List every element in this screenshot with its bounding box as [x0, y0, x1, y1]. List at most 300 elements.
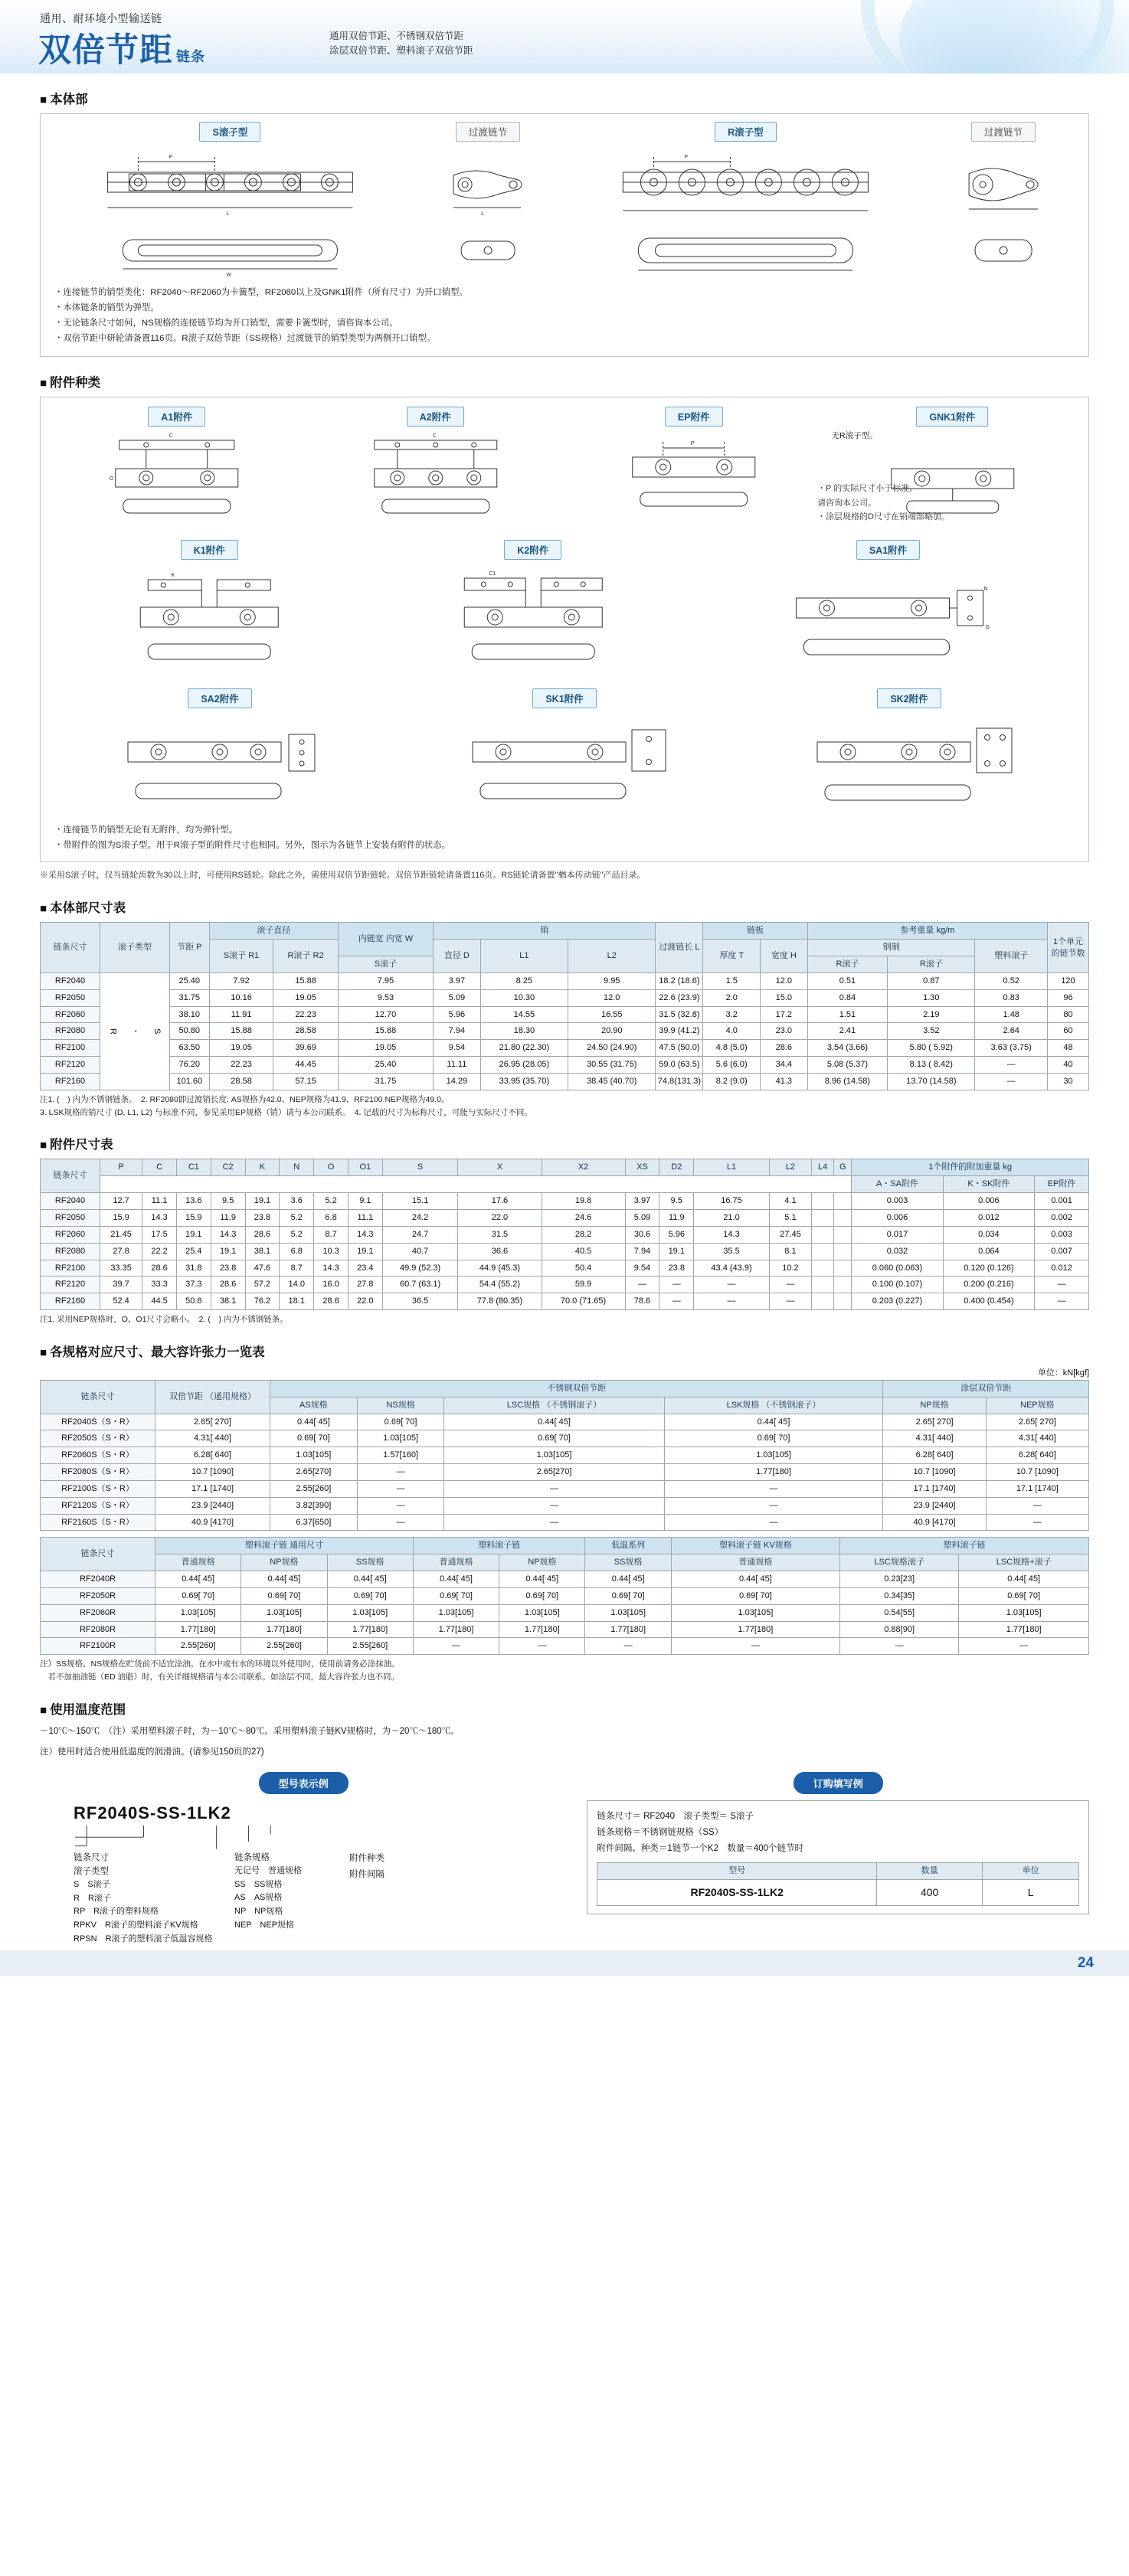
plastic-note-2: 若不加抽油链（ED 油脂）时，有关详细规格请与本公司联系。如涂层不同，最大容许张力也不同。 — [40, 1672, 400, 1682]
cell-as: 0.44[ 45] — [270, 1414, 358, 1430]
cell-r2: 22.23 — [273, 1006, 339, 1023]
cell-p3: — — [413, 1638, 499, 1655]
table-row — [41, 1057, 1089, 1074]
cell-v11: — — [625, 1277, 659, 1293]
tension-unit: 单位：kN[kgf] — [1037, 1368, 1089, 1378]
cell-ns: — — [357, 1480, 444, 1497]
cell-p8: 0.44[ 45] — [959, 1571, 1089, 1588]
th-pin-l1: L1 — [480, 940, 568, 973]
cell-v7: 22.0 — [348, 1293, 382, 1310]
table-row — [41, 973, 1089, 989]
cell-v12: — — [659, 1293, 694, 1310]
table-row — [41, 1638, 1089, 1655]
temperature-line-1: －10℃～150℃ （注）采用塑料滚子时，为－10℃～80℃。采用塑料滚子链KV规格时，为－20℃～180℃。 — [40, 1726, 460, 1736]
cell-v2: 25.4 — [176, 1243, 211, 1260]
th-attach-C2: C2 — [211, 1159, 245, 1176]
fig-label-sa2: SA2附件 — [188, 688, 251, 708]
th-attach-X2: X2 — [542, 1159, 625, 1176]
th-plate-t: 厚度 T — [703, 940, 761, 973]
temperature-line-2: 注）使用时适合使用低温度的润滑油。(请参见150页的27) — [40, 1747, 264, 1757]
cell-std: 10.7 [1090] — [155, 1464, 270, 1481]
cell-nep: 6.28[ 640] — [986, 1447, 1088, 1464]
table-row — [41, 1430, 1089, 1447]
cell-v2: 37.3 — [176, 1277, 211, 1293]
th-plastic-sub-7: LSC规格滚子 — [839, 1554, 958, 1571]
tension-table — [40, 1380, 1089, 1532]
cell-np: 2.65[ 270] — [883, 1414, 986, 1430]
cell-v5: 5.2 — [280, 1209, 314, 1226]
ep-note-1: ・P 的实际尺寸小于标准。 — [817, 483, 918, 493]
cell-p0: 1.03[105] — [155, 1604, 241, 1621]
banner-right-note-2: 涂层双倍节距、塑料滚子双倍节距 — [329, 45, 473, 57]
cell-v4: 57.2 — [245, 1277, 280, 1293]
cell-p2: 2.55[260] — [327, 1638, 413, 1655]
cell-r1: 10.16 — [209, 989, 273, 1006]
cell-v6: 8.7 — [314, 1226, 349, 1243]
th-tension-lsc: LSC规格 （不锈钢滚子） — [444, 1397, 664, 1414]
cell-l: 22.6 (23.9) — [656, 989, 703, 1006]
th-tension-as: AS规格 — [270, 1397, 358, 1414]
cell-v14: 8.1 — [769, 1243, 811, 1260]
cell-r2: 28.58 — [273, 1023, 339, 1040]
cell-v14: — — [769, 1293, 811, 1310]
cell-wr: 8.13 ( 8.42) — [888, 1057, 975, 1074]
th-attach-N: N — [280, 1159, 314, 1176]
cell-h: 12.0 — [761, 973, 808, 989]
cell-wr: 5.80 ( 5.92) — [888, 1040, 975, 1057]
order-desc-1: 链条尺寸＝ RF2040 滚子类型＝ S滚子 — [597, 1812, 754, 1822]
cell-r2: 15.88 — [273, 973, 339, 989]
cell-p3: 1.03[105] — [413, 1604, 499, 1621]
cell-v6: 6.8 — [314, 1209, 349, 1226]
cell-ns: 1.03[105] — [357, 1430, 444, 1447]
cell-p: 25.40 — [169, 973, 209, 989]
cell-links: 48 — [1048, 1040, 1089, 1057]
attachment-dimension-rows — [41, 1193, 1089, 1310]
cell-wp: — — [975, 1057, 1048, 1074]
ep-note-2: 请咨询本公司。 — [817, 498, 876, 508]
cell-v1: 28.6 — [142, 1260, 177, 1277]
sketch-sa2 — [51, 708, 388, 816]
cell-w: 15.88 — [338, 1023, 433, 1040]
cell-r2: 57.15 — [273, 1074, 339, 1090]
cell-v1: 44.5 — [142, 1293, 177, 1310]
cell-ws: 2.41 — [807, 1023, 887, 1040]
th-plastic-mix: 塑料滚子链 — [839, 1538, 1088, 1554]
sketch-s-roller — [51, 142, 409, 226]
th-attach-L2: L2 — [769, 1159, 811, 1176]
legend-spec-list — [234, 1865, 349, 1932]
cell-wk: 0.006 — [943, 1193, 1034, 1210]
cell-chain-size: RF2120 — [41, 1057, 100, 1074]
cell-v10: 70.0 (71.65) — [542, 1293, 625, 1310]
cell-p4: 0.44[ 45] — [499, 1571, 585, 1588]
attach-note-1: ・连接链节的销型无论有无附件，均为弹针型。 — [54, 825, 238, 835]
th-attach-S: S — [382, 1159, 458, 1176]
cell-v10: 50.4 — [542, 1260, 625, 1277]
sketch-a1 — [51, 427, 303, 526]
table-row — [41, 1414, 1089, 1430]
table-row — [41, 989, 1089, 1006]
cell-v5: 8.7 — [280, 1260, 314, 1277]
cell-v4: 19.1 — [245, 1193, 280, 1210]
cell-r1: 28.58 — [209, 1074, 273, 1090]
plastic-notes — [40, 1658, 1089, 1684]
cell-v15 — [812, 1193, 834, 1210]
cell-v2: 50.8 — [176, 1293, 211, 1310]
cell-p0: 0.69[ 70] — [155, 1587, 241, 1604]
th-order-unit: 单位 — [983, 1863, 1079, 1880]
cell-chain-size: RF2080S（S・R） — [41, 1464, 155, 1481]
section-heading-body: ■ 本体部 — [40, 89, 1129, 107]
th-weight-rp: R滚子 — [888, 956, 975, 973]
cell-wp: 2.64 — [975, 1023, 1048, 1040]
page-title-sub: 链条 — [176, 49, 205, 64]
cell-l: 74.8(131.3) — [656, 1074, 703, 1090]
cell-v5: 18.1 — [280, 1293, 314, 1310]
cell-l: 39.9 (41.2) — [656, 1023, 703, 1040]
svg-text:C: C — [432, 433, 437, 439]
cell-v6: 5.2 — [314, 1193, 349, 1210]
cell-chain-size: RF2080 — [41, 1243, 100, 1260]
table-row — [41, 1587, 1089, 1604]
cell-wp: 3.63 (3.75) — [975, 1040, 1048, 1057]
cell-ws: 5.08 (5.37) — [807, 1057, 887, 1074]
th-plastic-sub-8: LSC规格+滚子 — [959, 1554, 1089, 1571]
th-plastic-kv: 塑料滚子链 KV规格 — [671, 1538, 839, 1554]
cell-p6: 0.44[ 45] — [671, 1571, 839, 1588]
cell-v5: 14.0 — [280, 1277, 314, 1293]
cell-links: 80 — [1048, 1006, 1089, 1023]
cell-v7: 19.1 — [348, 1243, 382, 1260]
cell-r1: 19.05 — [209, 1040, 273, 1057]
cell-v11: 3.97 — [625, 1193, 659, 1210]
cell-p: 101.60 — [169, 1074, 209, 1090]
cell-v7: 27.8 — [348, 1277, 382, 1293]
th-spacer — [100, 1176, 852, 1193]
th-pin-dia: 直径 D — [434, 940, 481, 973]
cell-l2: 16.55 — [568, 1006, 656, 1023]
cell-wr: 0.87 — [888, 973, 975, 989]
cell-wk: 0.034 — [943, 1226, 1034, 1243]
fig-label-transition-2: 过渡链节 — [971, 122, 1036, 142]
legend-spec-val-3: NP规格 — [254, 1907, 283, 1917]
cell-v10: 24.6 — [542, 1209, 625, 1226]
cell-p4: 1.03[105] — [499, 1604, 585, 1621]
cell-chain-size: RF2050 — [41, 989, 100, 1006]
cell-v5: 6.8 — [280, 1243, 314, 1260]
cell-links: 60 — [1048, 1023, 1089, 1040]
cell-v14: 27.45 — [769, 1226, 811, 1243]
legend-spec-val-4: NEP规格 — [260, 1920, 295, 1930]
cell-v8: 40.7 — [382, 1243, 458, 1260]
th-plastic-sub-5: SS规格 — [585, 1554, 671, 1571]
cell-v12: — — [659, 1277, 694, 1293]
cell-p8: 0.69[ 70] — [959, 1587, 1089, 1604]
sketch-sa1 — [699, 560, 1078, 675]
order-desc-2: 链条规格＝不锈钢链规格（SS） — [597, 1827, 724, 1837]
cell-p2: 0.44[ 45] — [327, 1571, 413, 1588]
legend-roller-key-4: RPSN — [74, 1934, 97, 1943]
cell-p3: 0.44[ 45] — [413, 1571, 499, 1588]
cell-d: 5.96 — [434, 1006, 481, 1023]
cell-l: 47.5 (50.0) — [656, 1040, 703, 1057]
cell-r2: 19.05 — [273, 989, 339, 1006]
table-row — [41, 1023, 1089, 1040]
cell-ns: 1.57[160] — [357, 1447, 444, 1464]
sketch-transition-2 — [929, 142, 1078, 226]
th-attach-L1: L1 — [694, 1159, 770, 1176]
cell-p4: 1.77[180] — [499, 1621, 585, 1638]
sketch-sk1 — [396, 708, 733, 816]
cell-w: 31.75 — [338, 1074, 433, 1090]
cell-l1: 26.95 (28.05) — [480, 1057, 568, 1074]
legend-chain-size: 链条尺寸 — [74, 1853, 109, 1863]
legend-spec-key-3: NP — [234, 1907, 247, 1917]
cell-v11: 9.54 — [625, 1260, 659, 1277]
cell-v8: 24.7 — [382, 1226, 458, 1243]
cell-chain-size: RF2060R — [41, 1604, 155, 1621]
legend-chain-spec: 链条规格 — [234, 1853, 270, 1863]
cell-v0: 39.7 — [100, 1277, 142, 1293]
cell-v9: 36.6 — [458, 1243, 542, 1260]
cell-v1: 22.2 — [142, 1243, 177, 1260]
th-tension-lsk: LSK规格 （不锈钢滚子） — [664, 1397, 883, 1414]
cell-p6: 1.77[180] — [671, 1621, 839, 1638]
cell-l1: 33.95 (35.70) — [480, 1074, 568, 1090]
cell-v13: 16.75 — [694, 1193, 770, 1210]
cell-wp: 1.48 — [975, 1006, 1048, 1023]
gnk1-note: 无R滚子型。 — [831, 430, 878, 440]
cell-p1: 0.69[ 70] — [241, 1587, 327, 1604]
cell-wa: 0.003 — [852, 1193, 943, 1210]
th-tension-stainless: 不锈钢双倍节距 — [270, 1380, 883, 1397]
cell-r1: 15.88 — [209, 1023, 273, 1040]
cell-lsk: — — [664, 1480, 883, 1497]
cell-v6: 10.3 — [314, 1243, 349, 1260]
cell-chain-size: RF2080 — [41, 1023, 100, 1040]
cell-p1: 1.03[105] — [241, 1604, 327, 1621]
cell-wa: 0.100 (0.107) — [852, 1277, 943, 1293]
cell-as: 3.82[390] — [270, 1497, 358, 1514]
legend-spec-key-0: 无记号 — [234, 1866, 260, 1876]
section-heading-temperature: ■ 使用温度范围 — [40, 1699, 1129, 1718]
table-row — [41, 1464, 1089, 1481]
cell-we: 0.007 — [1035, 1243, 1089, 1260]
th-chain-size: 链条尺寸 — [41, 923, 100, 973]
cell-chain-size: RF2050S（S・R） — [41, 1430, 155, 1447]
cell-wa: 0.060 (0.063) — [852, 1260, 943, 1277]
body-note-2: ・本体链条的销型为弹型。 — [54, 302, 159, 312]
cell-chain-size: RF2100 — [41, 1040, 100, 1057]
th-weight-r: R滚子 — [807, 956, 887, 973]
fig-label-k2: K2附件 — [504, 540, 561, 560]
cell-p6: 0.69[ 70] — [671, 1587, 839, 1604]
cell-p6: 1.03[105] — [671, 1604, 839, 1621]
cell-v1: 33.3 — [142, 1277, 177, 1293]
fig-label-sa1: SA1附件 — [856, 540, 920, 560]
th-plastic-chain-size: 链条尺寸 — [41, 1538, 155, 1571]
cell-h: 15.0 — [761, 989, 808, 1006]
legend-roller-key-0: S — [74, 1880, 80, 1890]
cell-as: 0.69[ 70] — [270, 1430, 358, 1447]
cell-v3: 11.9 — [211, 1209, 245, 1226]
th-tension-np: NP规格 — [883, 1397, 986, 1414]
fig-label-sk1: SK1附件 — [532, 688, 596, 708]
cell-wp: 0.52 — [975, 973, 1048, 989]
cell-r1: 22.23 — [209, 1057, 273, 1074]
th-attach-w-k: K・SK附件 — [943, 1176, 1034, 1193]
cell-std: 17.1 [1740] — [155, 1480, 270, 1497]
th-tension-std: 双倍节距 （通用规格） — [155, 1380, 270, 1414]
table-row — [41, 1243, 1089, 1260]
cell-v4: 23.8 — [245, 1209, 280, 1226]
cell-v1: 11.1 — [142, 1193, 177, 1210]
cell-v6: 14.3 — [314, 1260, 349, 1277]
model-example-code: RF2040S-SS-1LK2 — [74, 1803, 231, 1823]
th-roller-type: 滚子类型 — [100, 923, 170, 973]
sketch-a2 — [310, 427, 561, 526]
cell-v16 — [834, 1243, 852, 1260]
body-note-3: ・无论链条尺寸如何，NS规格的连接链节均为开口销型，需要卡簧型时，请咨询本公司。 — [54, 318, 398, 328]
cell-l2: 24.50 (24.90) — [568, 1040, 656, 1057]
th-weight-plastic: 塑料滚子 — [975, 940, 1048, 973]
cell-v8: 15.1 — [382, 1193, 458, 1210]
cell-p: 38.10 — [169, 1006, 209, 1023]
cell-ns: 0.69[ 70] — [357, 1414, 444, 1430]
cell-l2: 20.90 — [568, 1023, 656, 1040]
th-attach-XS: XS — [625, 1159, 659, 1176]
cell-we: 0.012 — [1035, 1260, 1089, 1277]
th-plastic-sub-6: 普通规格 — [671, 1554, 839, 1571]
section-heading-attachments: ■ 附件种类 — [40, 372, 1129, 391]
cell-l: 18.2 (18.6) — [656, 973, 703, 989]
cell-chain-size: RF2060 — [41, 1226, 100, 1243]
cell-p8: 1.77[180] — [959, 1621, 1089, 1638]
cell-v1: 14.3 — [142, 1209, 177, 1226]
cell-chain-size: RF2040R — [41, 1571, 155, 1588]
th-attach-weight: 1个附件的附加重量 kg — [852, 1159, 1089, 1176]
cell-v0: 12.7 — [100, 1193, 142, 1210]
th-attach-chain-size: 链条尺寸 — [41, 1159, 100, 1193]
cell-v9: 44.9 (45.3) — [458, 1260, 542, 1277]
th-order-model: 型号 — [597, 1863, 877, 1880]
cell-we: 0.002 — [1035, 1209, 1089, 1226]
section-heading-body-dim: ■ 本体部尺寸表 — [40, 897, 1129, 916]
cell-v3: 28.6 — [211, 1277, 245, 1293]
fig-label-transition-1: 过渡链节 — [456, 122, 520, 142]
roller-note: ※采用S滚子时，仅当链轮齿数为30以上时，可使用RS链轮。除此之外，需使用双倍节距链轮。双倍节距链轮请备置116页。RS链轮请备置"楢本传动链"产品目录。 — [40, 870, 646, 880]
cell-wp: 0.83 — [975, 989, 1048, 1006]
cell-lsk: 1.77[180] — [664, 1464, 883, 1481]
cell-v16 — [834, 1260, 852, 1277]
cell-v8: 24.2 — [382, 1209, 458, 1226]
cell-l2: 30.55 (31.75) — [568, 1057, 656, 1074]
cell-l1: 18.30 — [480, 1023, 568, 1040]
th-plastic-sub-3: 普通规格 — [413, 1554, 499, 1571]
cell-w: 25.40 — [338, 1057, 433, 1074]
sketch-s-roller-front — [51, 226, 409, 280]
sketch-transition-1-front — [414, 226, 562, 280]
page-number: 24 — [1077, 1955, 1094, 1972]
legend-roller-val-4: R滚子的塑料滚子低温容规格 — [105, 1934, 213, 1943]
cell-p5: 1.03[105] — [585, 1604, 671, 1621]
cell-wr: 13.70 (14.58) — [888, 1074, 975, 1090]
cell-order-qty: 400 — [876, 1880, 982, 1906]
cell-ws: 3.54 (3.66) — [807, 1040, 887, 1057]
cell-p2: 1.77[180] — [327, 1621, 413, 1638]
cell-p7: 0.23[23] — [839, 1571, 958, 1588]
body-dimension-table — [40, 922, 1089, 1090]
attach-note-2: ・带附件的图为S滚子型。用于R滚子型的附件尺寸也相同。另外，图示为各链节上安装有附件的状态。 — [54, 840, 451, 850]
cell-v14: — — [769, 1277, 811, 1293]
cell-v12: 23.8 — [659, 1260, 694, 1277]
cell-order-model: RF2040S-SS-1LK2 — [597, 1880, 877, 1906]
cell-p0: 1.77[180] — [155, 1621, 241, 1638]
cell-lsc: 0.69[ 70] — [444, 1430, 664, 1447]
cell-we: 0.001 — [1035, 1193, 1089, 1210]
fig-label-a1: A1附件 — [148, 407, 205, 427]
th-tension-ns: NS规格 — [357, 1397, 444, 1414]
cell-t: 5.6 (6.0) — [703, 1057, 761, 1074]
sketch-ep — [568, 427, 820, 526]
cell-chain-size: RF2120 — [41, 1277, 100, 1293]
cell-v15 — [812, 1226, 834, 1243]
cell-links: 120 — [1048, 973, 1089, 989]
th-plastic-sub-0: 普通规格 — [155, 1554, 241, 1571]
cell-r2: 44.45 — [273, 1057, 339, 1074]
body-notes — [54, 286, 1078, 347]
cell-v13: 14.3 — [694, 1226, 770, 1243]
banner-lead: 通用、耐环境小型输送链 — [40, 12, 162, 25]
cell-lsk: 1.03[105] — [664, 1447, 883, 1464]
th-roller-dia: 滚子直径 — [209, 923, 338, 940]
cell-v9: 22.0 — [458, 1209, 542, 1226]
cell-h: 28.6 — [761, 1040, 808, 1057]
cell-v8: 36.5 — [382, 1293, 458, 1310]
cell-wk: 0.400 (0.454) — [943, 1293, 1034, 1310]
th-attach-L4: L4 — [812, 1159, 834, 1176]
legend-spec-key-4: NEP — [234, 1920, 252, 1930]
cell-nep: 17.1 [1740] — [986, 1480, 1088, 1497]
cell-links: 30 — [1048, 1074, 1089, 1090]
cell-v1: 17.5 — [142, 1226, 177, 1243]
legend-spec-val-2: AS规格 — [254, 1893, 283, 1903]
cell-l2: 38.45 (40.70) — [568, 1074, 656, 1090]
body-dim-notes — [40, 1093, 1089, 1120]
cell-chain-size: RF2040 — [41, 973, 100, 989]
cell-v7: 14.3 — [348, 1226, 382, 1243]
cell-nep: 10.7 [1090] — [986, 1464, 1088, 1481]
cell-v0: 52.4 — [100, 1293, 142, 1310]
cell-chain-size: RF2160 — [41, 1074, 100, 1090]
sketch-r-roller-front — [567, 226, 924, 280]
fig-label-gnk1: GNK1附件 — [916, 407, 988, 427]
cell-l2: 12.0 — [568, 989, 656, 1006]
svg-text:W: W — [226, 273, 232, 278]
attach-notes — [54, 823, 1078, 854]
cell-v12: 11.9 — [659, 1209, 694, 1226]
cell-chain-size: RF2100S（S・R） — [41, 1480, 155, 1497]
cell-v10: 19.8 — [542, 1193, 625, 1210]
table-row — [41, 1209, 1089, 1226]
cell-chain-size: RF2040S（S・R） — [41, 1414, 155, 1430]
legend-roller-key-1: R — [74, 1893, 80, 1903]
cell-np: 10.7 [1090] — [883, 1464, 986, 1481]
fig-label-s-roller: S滚子型 — [199, 122, 260, 142]
cell-v7: 23.4 — [348, 1260, 382, 1277]
cell-v12: 19.1 — [659, 1243, 694, 1260]
